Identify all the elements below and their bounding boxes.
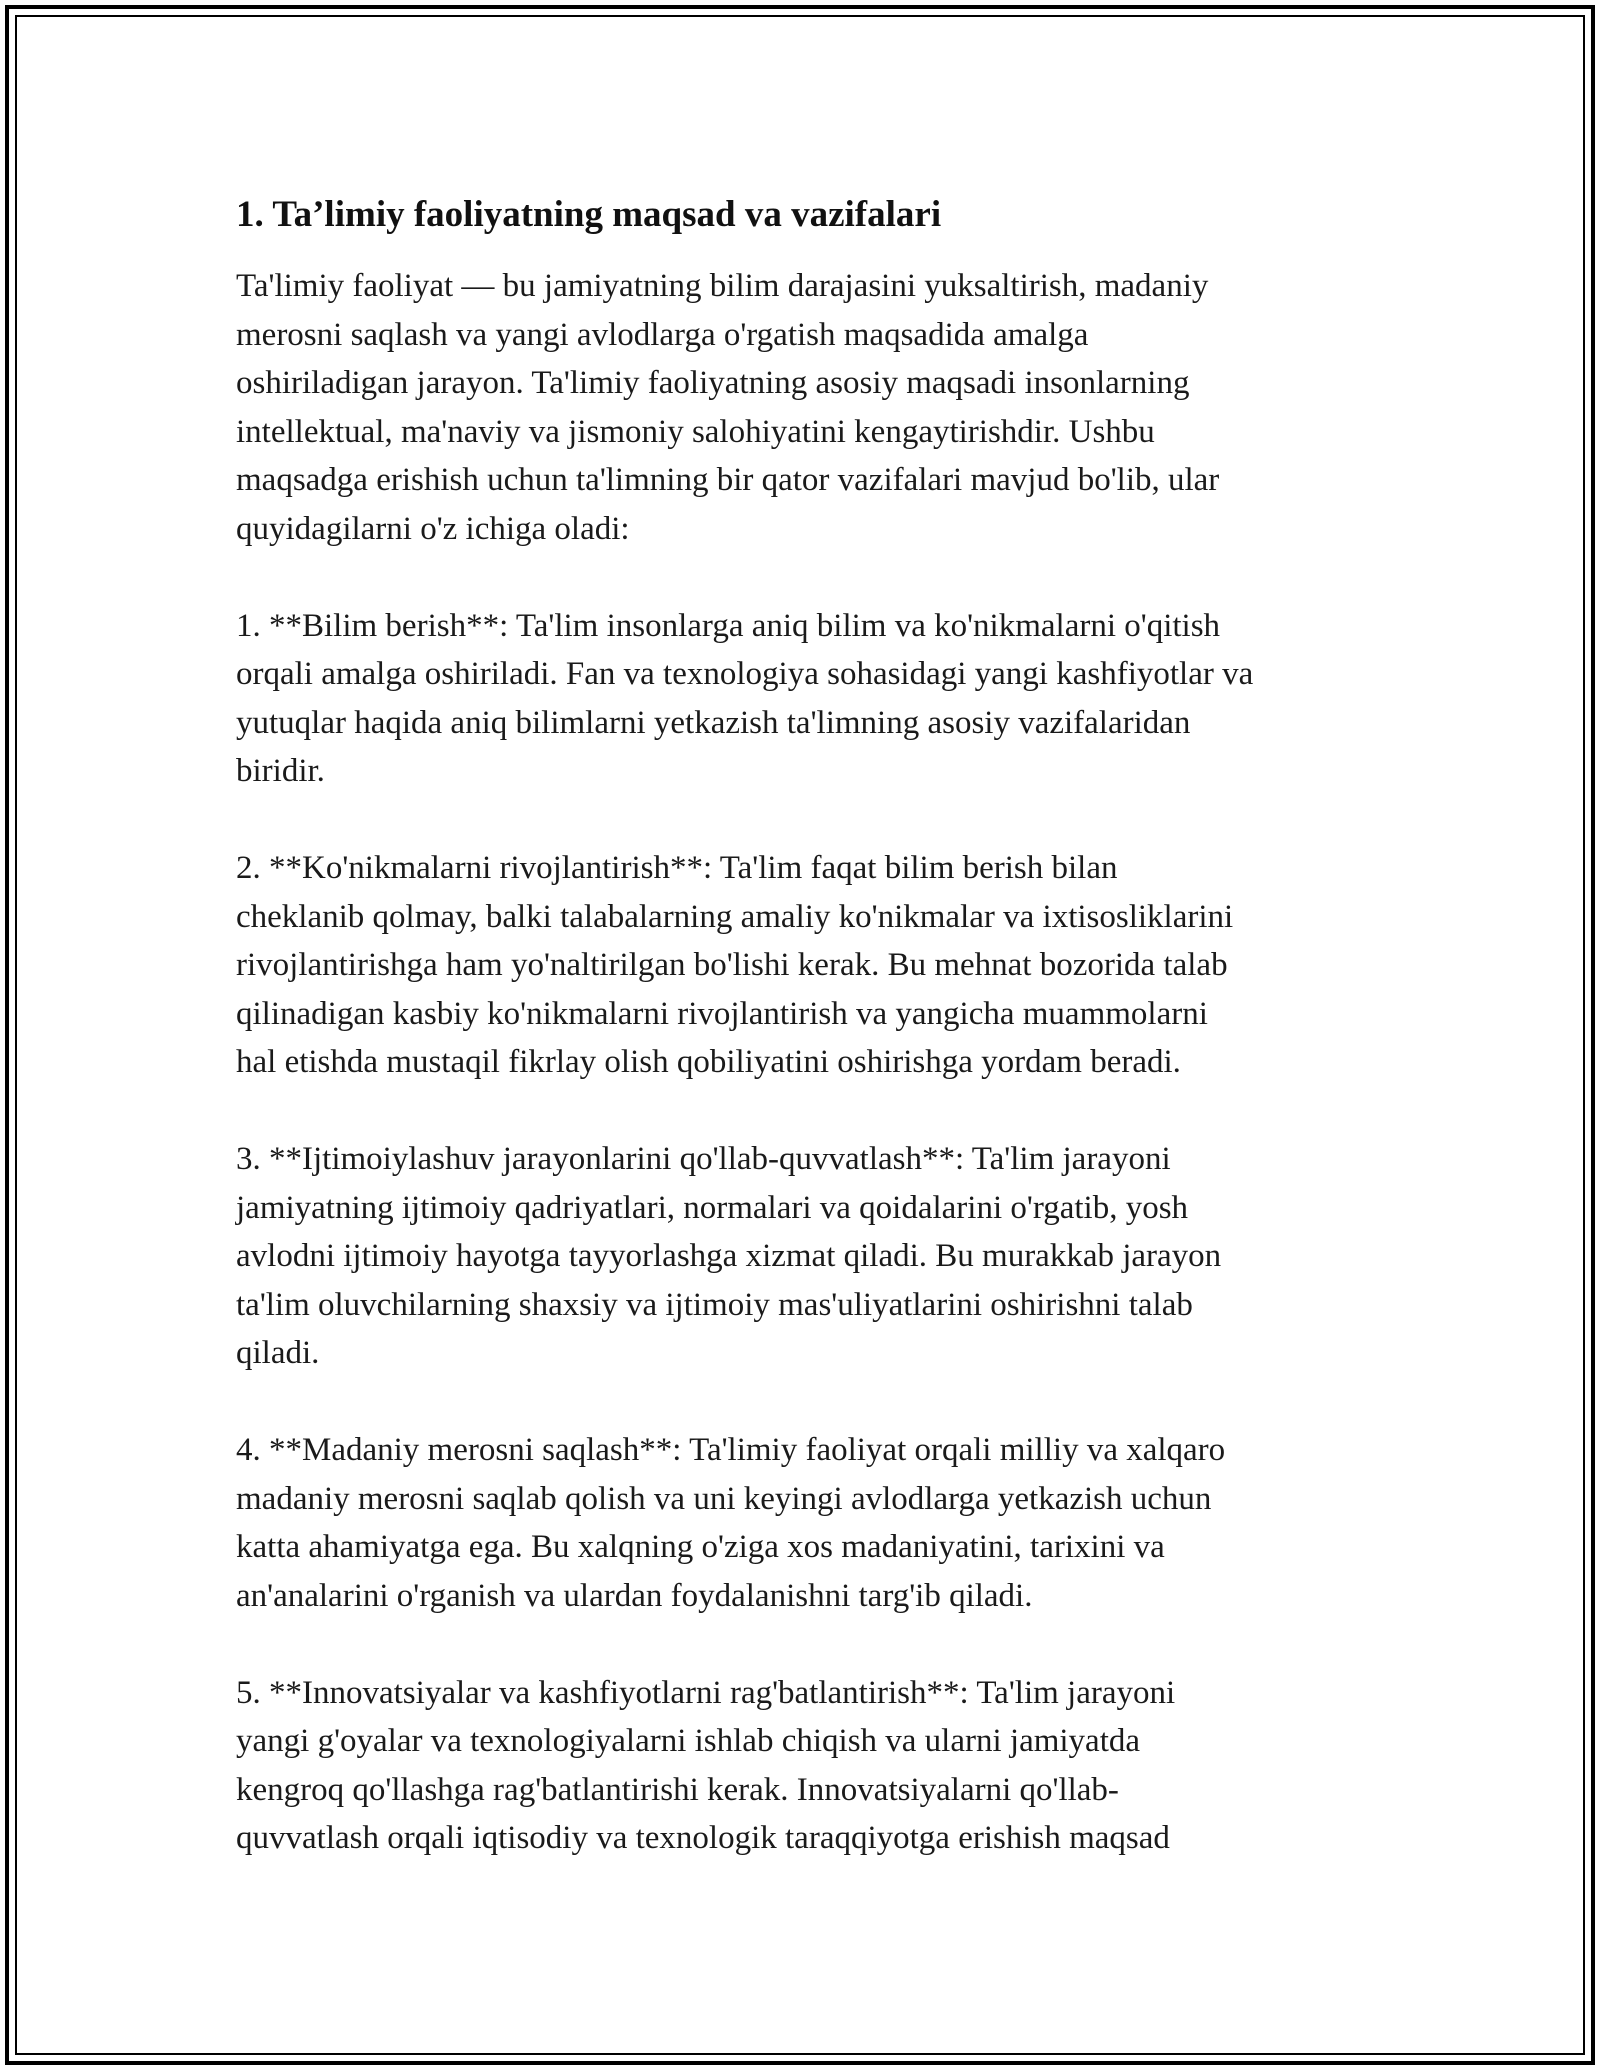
- list-item-konikmalarni-rivojlantirish: 2. **Ko'nikmalarni rivojlantirish**: Ta'lim faqat bilim berish bilan cheklanib qolmay, balki talabalarning amaliy ko'nikmalar va ixtisosliklarini rivojlantirishga ham yo'naltirilgan bo'lishi kerak. Bu mehnat bozorida talab qilinadigan kasbiy ko'nikmalarni rivojlantirish va yangicha muammolarni hal etishda mustaqil fikrlay olish qobiliyatini oshirishga yordam beradi.: [236, 850, 1234, 1080]
- list-item-innovatsiyalar: 5. **Innovatsiyalar va kashfiyotlarni rag'batlantirish**: Ta'lim jarayoni yangi g'oyalar va texnologiyalarni ishlab chiqish va ularni jamiyatda kengroq qo'llashga rag'batlantirishi kerak. Innovatsiyalarni qo'llab- quvvatlash orqali iqtisodiy va texnologik taraqqiyotga erishish maqsad: [236, 1674, 1176, 1856]
- section-title: 1. Ta’limiy faoliyatning maqsad va vazifalari: [236, 194, 942, 235]
- list-item-ijtimoiylashuv: 3. **Ijtimoiylashuv jarayonlarini qo'llab-quvvatlash**: Ta'lim jarayoni jamiyatning ijtimoiy qadriyatlari, normalari va qoidalarini o'rgatib, yosh avlodni ijtimoiy hayotga tayyorlashga xizmat qiladi. Bu murakkab jarayon ta'lim oluvchilarning shaxsiy va ijtimoiy mas'uliyatlarini oshirishni talab qiladi.: [236, 1141, 1222, 1371]
- list-item-madaniy-meros: 4. **Madaniy merosni saqlash**: Ta'limiy faoliyat orqali milliy va xalqaro madaniy merosni saqlab qolish va uni keyingi avlodlarga yetkazish uchun katta ahamiyatga ega. Bu xalqning o'ziga xos madaniyatini, tarixini va an'analarini o'rganish va ulardan foydalanishni targ'ib qiladi.: [236, 1432, 1226, 1614]
- intro-paragraph: Ta'limiy faoliyat — bu jamiyatning bilim darajasini yuksaltirish, madaniy merosni saqlash va yangi avlodlarga o'rgatish maqsadida amalga oshiriladigan jarayon. Ta'limiy faoliyatning asosiy maqsadi insonlarning intellektual, ma'naviy va jismoniy salohiyatini kengaytirishdir. Ushbu maqsadga erishish uchun ta'limning bir qator vazifalari mavjud bo'lib, ular quyidagilarni o'z ichiga oladi:: [236, 268, 1220, 547]
- list-item-bilim-berish: 1. **Bilim berish**: Ta'lim insonlarga aniq bilim va ko'nikmalarni o'qitish orqali amalga oshiriladi. Fan va texnologiya sohasidagi yangi kashfiyotlar va yutuqlar haqida aniq bilimlarni yetkazish ta'limning asosiy vazifalaridan biridir.: [236, 607, 1254, 789]
- document-body: [236, 186, 1376, 1863]
